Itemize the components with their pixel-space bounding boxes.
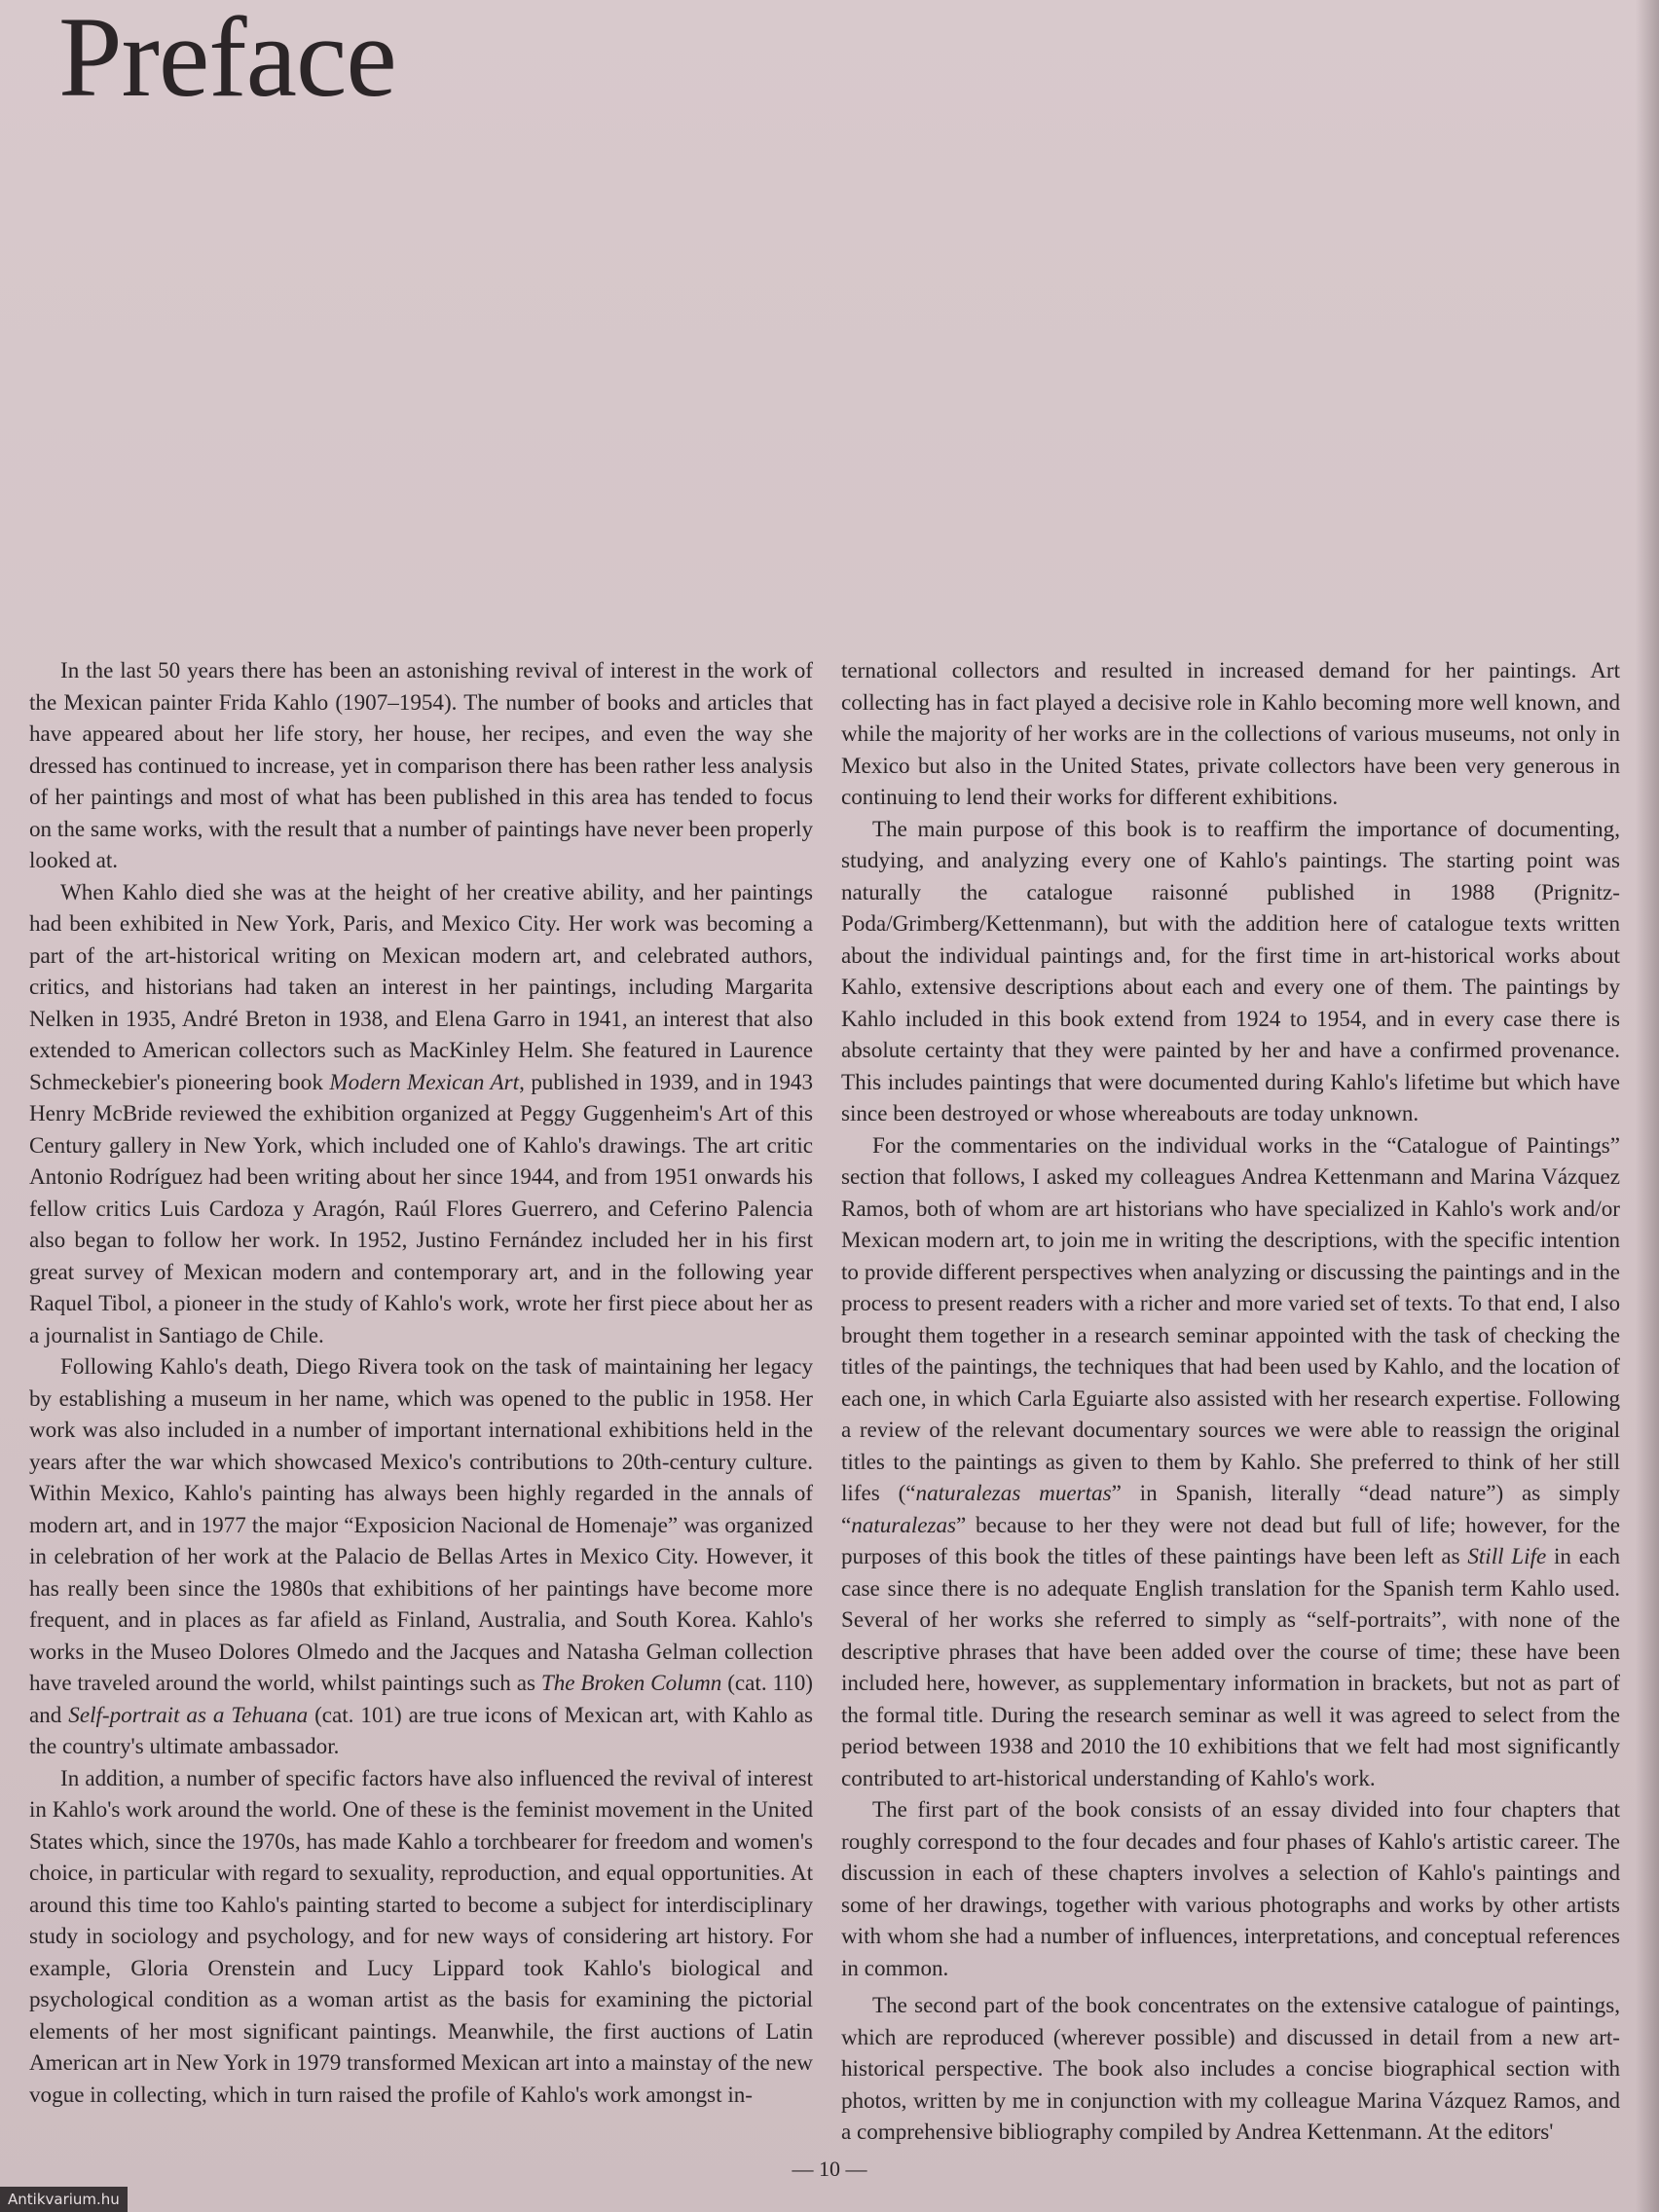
paragraph <box>841 813 1620 1129</box>
paragraph <box>29 1762 813 2111</box>
text-run: The main purpose of this book is to reaffirm the importance of documenting, studying, and analyzing every one of Kahlo's paintings. The starting point was naturally the catalogue raisonné published in 1988 (Prignitz-Poda/Grimberg/Kettenmann), but with the addition here of catalogue texts written about the individual paintings and, for the first time in art-historical works about Kahlo, extensive descriptions about each and every one of them. The paintings by Kahlo included in this book extend from 1924 to 1954, and in every case there is absolute certainty that they were painted by her and have a confirmed provenance. This includes paintings that were documented during Kahlo's lifetime but which have since been destroyed or whose whereabouts are today unknown. <box>841 815 1620 1125</box>
text-run: in each case since there is no adequate English translation for the Spanish term Kahlo used. Several of her works she referred to simply as “self-portraits”, with none of the descriptive phrases that have been added over the course of time; these have been included here, however, as supplementary information in brackets, but not as part of the formal title. During the research seminar as well it was agreed to select from the period between 1938 and 2010 the 10 exhibitions that we felt had most significantly contributed to art-historical understanding of Kahlo's work. <box>841 1543 1620 1790</box>
text-run: ” because to her they were not dead but full of life; however, for the purposes of this book the titles of these paintings have been left as <box>841 1511 1620 1568</box>
right-text-column <box>841 654 1620 2144</box>
watermark: Antikvarium.hu <box>0 2187 128 2212</box>
text-run: The second part of the book concentrates on the extensive catalogue of paintings, which are reproduced (wherever possible) and discussed in detail from a new art-historical perspective. The book also includes a concise biographical section with photos, written by me in conjunction with my colleague Marina Vázquez Ramos, and a comprehensive bibliography compiled by Andrea Kettenmann. At the editors' <box>841 1992 1620 2144</box>
paragraph <box>841 1989 1620 2148</box>
italic-title: naturalezas <box>851 1511 957 1537</box>
text-run: In addition, a number of specific factors have also influenced the revival of interest in Kahlo's work around the world. One of these is the feminist movement in the United States which, since the 1970s, has made Kahlo a torchbearer for freedom and women's choice, in particular with regard to sexuality, reproduction, and equal opportunities. At around this time too Kahlo's painting started to become a subject for interdisciplinary study in sociology and psychology, and for new ways of considering art history. For example, Gloria Orenstein and Lucy Lippard took Kahlo's biological and psychological condition as a woman artist as the basis for examining the pictorial elements of her most significant paintings. Meanwhile, the first auctions of Latin American art in New York in 1979 transformed Mexican art into a mainstay of the new vogue in collecting, which in turn raised the profile of Kahlo's work amongst in- <box>29 1764 813 2107</box>
text-run: , published in 1939, and in 1943 Henry McBride reviewed the exhibition organized at Peggy Guggenheim's Art of this Century gallery in New York, which included one of Kahlo's drawings. The art critic Antonio Rodríguez had been writing about her since 1944, and from 1951 onwards his fellow critics Luis Cardoza y Aragón, Raúl Flores Guerrero, and Ceferino Palencia also began to follow her work. In 1952, Justino Fernández included her in his first great survey of Mexican modern and contemporary art, and in the following year Raquel Tibol, a pioneer in the study of Kahlo's work, wrote her first piece about her as a journalist in Santiago de Chile. <box>29 1068 813 1347</box>
paragraph <box>841 1793 1620 1983</box>
paragraph <box>841 654 1620 813</box>
spine-shadow <box>1636 0 1659 2212</box>
text-run: (cat. 101) are true icons of Mexican art, with Kahlo as the country's ultimate ambassador. <box>29 1701 813 1758</box>
italic-title: The Broken Column <box>540 1670 722 1695</box>
italic-title: Modern Mexican Art <box>329 1068 520 1094</box>
italic-title: Still Life <box>1467 1543 1547 1568</box>
text-run: (cat. 110) and <box>29 1670 813 1727</box>
italic-title: naturalezas muertas <box>915 1480 1112 1505</box>
text-run: Following Kahlo's death, Diego Rivera took on the task of maintaining her legacy by establishing a museum in her name, which was opened to the public in 1958. Her work was also included in a number of important international exhibitions held in the years after the war which showcased Mexico's contributions to 20th-century culture. Within Mexico, Kahlo's painting has always been highly regarded in the annals of modern art, and in 1977 the major “Exposicion Nacional de Homenaje” was organized in celebration of her work at the Palacio de Bellas Artes in Mexico City. However, it has really been since the 1980s that exhibitions of her paintings have become more frequent, and in places as far afield as Finland, Australia, and South Korea. Kahlo's works in the Museo Dolores Olmedo and the Jacques and Natasha Gelman collection have traveled around the world, whilst paintings such as <box>29 1353 813 1695</box>
text-run: ternational collectors and resulted in increased demand for her paintings. Art collecting has in fact played a decisive role in Kahlo becoming more well known, and while the majority of her works are in the collections of various museums, not only in Mexico but also in the United States, private collectors have been very generous in continuing to lend their works for different exhibitions. <box>841 657 1620 809</box>
left-text-column <box>29 654 813 2107</box>
paragraph <box>841 1129 1620 1794</box>
text-run: The first part of the book consists of an essay divided into four chapters that roughly correspond to the four decades and four phases of Kahlo's artistic career. The discussion in each of these chapters involves a selection of Kahlo's paintings and some of her drawings, together with various photographs and works by other artists with whom she had a number of influences, interpretations, and conceptual references in common. <box>841 1796 1620 1980</box>
paragraph <box>29 876 813 1351</box>
italic-title: Self-portrait as a Tehuana <box>68 1701 309 1727</box>
paragraph <box>29 1350 813 1762</box>
page-title: Preface <box>58 0 396 121</box>
text-run: ” in Spanish, literally “dead nature”) as simply “ <box>841 1480 1620 1537</box>
paragraph <box>29 654 813 876</box>
text-run: For the commentaries on the individual works in the “Catalogue of Paintings” section that follows, I asked my colleagues Andrea Kettenmann and Marina Vázquez Ramos, both of whom are art historians who have specialized in Kahlo's work and/or Mexican modern art, to join me in writing the descriptions, with the specific intention to provide different perspectives when analyzing or discussing the paintings and in the process to present readers with a richer and more varied set of texts. To that end, I also brought them together in a research seminar appointed with the task of checking the titles of the paintings, the techniques that had been used by Kahlo, and the location of each one, in which Carla Eguiarte also assisted with her research expertise. Following a review of the relevant documentary sources we were able to reassign the original titles to the paintings as given to them by Kahlo. She preferred to think of her still lifes (“ <box>841 1131 1620 1505</box>
text-run: In the last 50 years there has been an astonishing revival of interest in the work of the Mexican painter Frida Kahlo (1907–1954). The number of books and articles that have appeared about her life story, her house, her recipes, and even the way she dressed has continued to increase, yet in comparison there has been rather less analysis of her paintings and most of what has been published in this area has tended to focus on the same works, with the result that a number of paintings have never been properly looked at. <box>29 657 813 872</box>
text-run: When Kahlo died she was at the height of her creative ability, and her paintings had been exhibited in New York, Paris, and Mexico City. Her work was becoming a part of the art-historical writing on Mexican modern art, and celebrated authors, critics, and historians had taken an interest in her paintings, including Margarita Nelken in 1935, André Breton in 1938, and Elena Garro in 1941, an interest that also extended to American collectors such as MacKinley Helm. She featured in Laurence Schmeckebier's pioneering book <box>29 878 813 1094</box>
page-number: — 10 — <box>792 2157 867 2181</box>
